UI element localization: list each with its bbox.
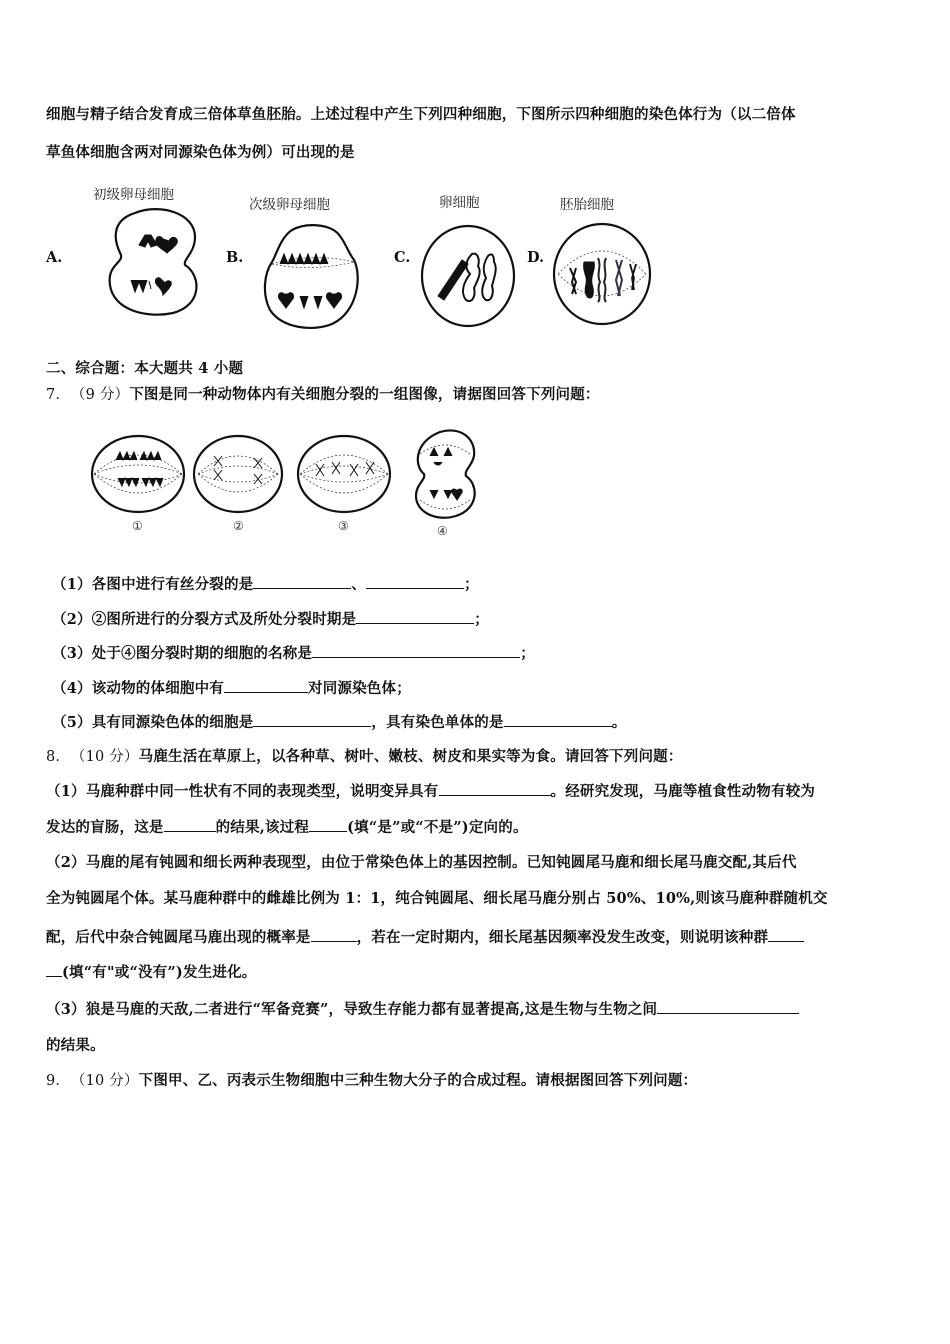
q8-p1-blank-1[interactable] (439, 781, 551, 796)
q7-item-5-mid: ，具有染色单体的是 (371, 714, 504, 731)
intro-line-1: 细胞与精子结合发育成三倍体草鱼胚胎。上述过程中产生下列四种细胞，下图所示四种细胞的染色体行为（以二倍体 (46, 106, 796, 123)
q8-p2-blank-1[interactable] (311, 927, 357, 942)
q7-cell-4 (416, 430, 475, 517)
q8-number: 8． (46, 749, 71, 765)
q7-item-1-text: （1）各图中进行有丝分裂的是 (52, 576, 254, 593)
q7-stem (46, 383, 600, 404)
q7-cell-1 (92, 436, 184, 512)
q7-item-1-end: ； (464, 576, 479, 593)
q8-p1-blank-3[interactable] (309, 817, 347, 832)
option-b-caption: 次级卵母细胞 (249, 197, 330, 213)
q9-stem (46, 1069, 697, 1090)
q7-item-2 (52, 608, 489, 629)
q7-item-3-blank[interactable] (312, 643, 520, 658)
q8-p1-blank-2[interactable] (164, 817, 216, 832)
q8-stem (46, 745, 683, 766)
option-a-letter: A. (46, 249, 63, 266)
q8-part-2-line-4 (46, 961, 257, 982)
q7-item-1-blank-1[interactable] (253, 574, 351, 589)
option-c-letter: C. (394, 249, 411, 266)
option-c-figure (418, 220, 518, 330)
q7-cell-3 (298, 436, 390, 512)
option-d-letter: D. (527, 249, 545, 266)
q7-item-4-text: （4）该动物的体细胞中有 (52, 680, 224, 697)
q8-p3-text-a: （3）狼是马鹿的天敌,二者进行“军备竞赛”，导致生存能力都有显著提高,这是生物与生物之间 (46, 1001, 658, 1018)
q7-item-3 (52, 642, 535, 663)
q8-part-1-line-1 (46, 780, 815, 801)
q7-item-2-blank[interactable] (356, 609, 474, 624)
q9-score: （10 分） (78, 1073, 139, 1089)
q7-item-5-end: 。 (611, 714, 627, 731)
q8-part-2-line-1: （2）马鹿的尾有钝圆和细长两种表现型，由位于常染色体上的基因控制。已知钝圆尾马鹿和细长尾马鹿交配,其后代 (46, 854, 797, 871)
q7-item-3-text: （3）处于④图分裂时期的细胞的名称是 (52, 645, 313, 662)
q7-item-1-sep: 、 (351, 576, 367, 593)
q7-item-3-end: ； (520, 645, 535, 662)
option-b-figure (262, 222, 362, 330)
q7-item-4-blank[interactable] (224, 678, 308, 693)
q8-part-3-line-2: 的结果。 (46, 1037, 105, 1054)
option-c-caption: 卵细胞 (439, 195, 480, 211)
q7-item-2-end: ； (474, 611, 489, 628)
section-2-heading: 二、综合题：本大题共 4 小题 (46, 360, 244, 377)
q8-p2-text-e: (填“有"或“没有”)发生进化。 (62, 964, 257, 981)
q7-figure (90, 426, 490, 526)
q7-item-5-text: （5）具有同源染色体的细胞是 (52, 714, 254, 731)
q8-part-1-line-2 (46, 816, 528, 837)
q7-stem-text: 下图是同一种动物体内有关细胞分裂的一组图像，请据图回答下列问题： (129, 386, 600, 403)
q7-score: （9 分） (78, 387, 130, 403)
option-d-figure (550, 218, 654, 328)
q8-p1-text-e: (填“是”或“不是”)定向的。 (347, 819, 528, 836)
q7-figure-label-2: ② (233, 519, 244, 533)
q7-item-2-text: （2）②图所进行的分裂方式及所处分裂时期是 (52, 611, 357, 628)
q7-figure-label-3: ③ (338, 519, 349, 533)
q8-p1-text-b: 。经研究发现，马鹿等植食性动物有较为 (550, 783, 816, 800)
q8-p2-text-d: ，若在一定时期内，细长尾基因频率没发生改变，则说明该种群 (356, 929, 769, 946)
q7-figure-label-4: ④ (437, 524, 448, 538)
q7-item-4-end: 对同源染色体； (308, 680, 411, 697)
q8-p2-blank-2b[interactable] (46, 962, 62, 977)
option-a-caption: 初级卵母细胞 (93, 187, 174, 203)
q8-p3-blank[interactable] (657, 999, 799, 1014)
q7-item-5-blank-2[interactable] (504, 712, 612, 727)
intro-line-2: 草鱼体细胞含两对同源染色体为例）可出现的是 (46, 144, 355, 161)
option-d-caption: 胚胎细胞 (560, 197, 614, 213)
q7-item-5-blank-1[interactable] (253, 712, 371, 727)
q8-p2-text-c: 配，后代中杂合钝圆尾马鹿出现的概率是 (46, 929, 311, 946)
q7-item-4 (52, 677, 411, 698)
q7-item-5 (52, 711, 626, 732)
q9-stem-text: 下图甲、乙、丙表示生物细胞中三种生物大分子的合成过程。请根据图回答下列问题： (138, 1072, 698, 1089)
q8-p2-blank-2a[interactable] (768, 927, 804, 942)
q8-part-2-line-3 (46, 926, 804, 947)
q7-item-1 (52, 573, 479, 594)
q7-cell-2 (194, 436, 282, 512)
q8-p1-text-a: （1）马鹿种群中同一性状有不同的表现类型，说明变异具有 (46, 783, 439, 800)
q9-number: 9． (46, 1073, 71, 1089)
q8-p1-text-d: 的结果,该过程 (215, 819, 310, 836)
q8-part-3-line-1 (46, 998, 799, 1019)
q7-figure-label-1: ① (132, 519, 143, 533)
option-b-letter: B. (226, 249, 244, 266)
q8-part-2-line-2: 全为钝圆尾个体。某马鹿种群中的雌雄比例为 1：1，纯合钝圆尾、细长尾马鹿分别占 50%、10%,则该马鹿种群随机交 (46, 890, 828, 907)
q7-item-1-blank-2[interactable] (366, 574, 464, 589)
q8-p1-text-c: 发达的盲肠，这是 (46, 819, 164, 836)
option-a-figure (105, 205, 210, 317)
q7-number: 7． (46, 387, 71, 403)
q8-score: （10 分） (78, 749, 139, 765)
q8-stem-text: 马鹿生活在草原上，以各种草、树叶、嫩枝、树皮和果实等为食。请回答下列问题： (138, 748, 683, 765)
